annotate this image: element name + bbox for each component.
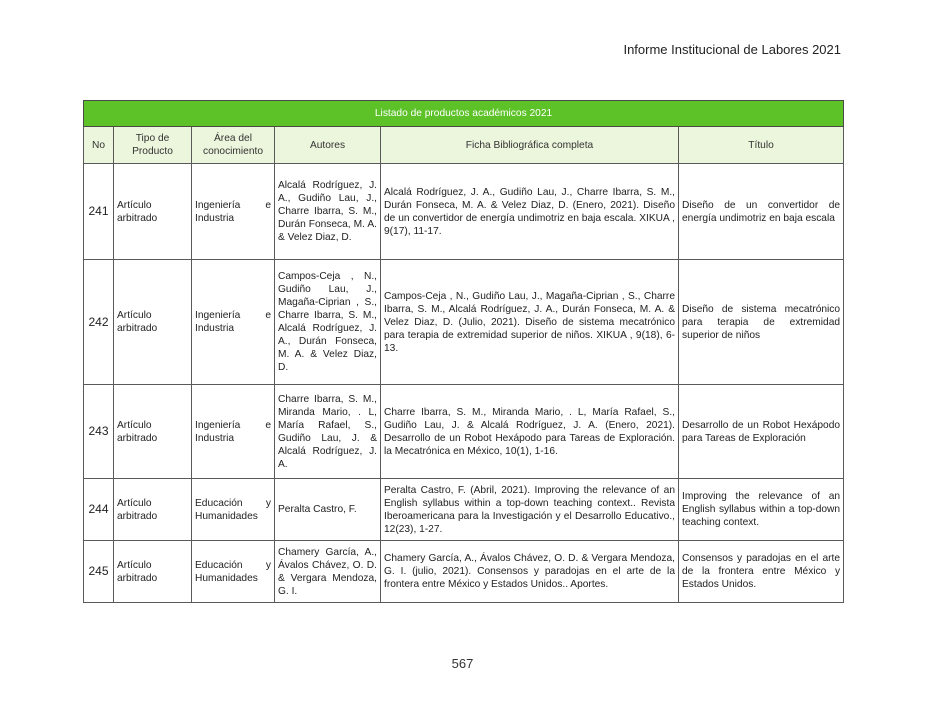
cell-ficha: Campos-Ceja , N., Gudiño Lau, J., Magaña-Ciprian , S., Charre Ibarra, S. M., Alcalá Rodríguez, J. A., Durán Fonseca, M. A. & Velez Diaz, D. (Julio, 2021). Diseño de sistema mecatrónico para terapia de extremidad superior de niños. XIKUA , 9(18), 6-13.	[381, 260, 679, 385]
cell-ficha: Peralta Castro, F. (Abril, 2021). Improving the relevance of an English syllabus within a top-down teaching context.. Revista Iberoamericana para la Investigación y el Desarrollo Educativo., 12(23), 1-27.	[381, 479, 679, 541]
running-header: Informe Institucional de Labores 2021	[623, 42, 841, 57]
cell-titulo: Diseño de un convertidor de energía undimotriz en baja escala	[679, 164, 844, 260]
cell-autores: Alcalá Rodríguez, J. A., Gudiño Lau, J., Charre Ibarra, S. M., Durán Fonseca, M. A. & Velez Diaz, D.	[275, 164, 381, 260]
cell-tipo: Artículo arbitrado	[114, 260, 192, 385]
table-row	[84, 385, 844, 479]
column-header-titulo: Título	[679, 127, 844, 164]
column-header-ficha: Ficha Bibliográfica completa	[381, 127, 679, 164]
cell-ficha: Alcalá Rodríguez, J. A., Gudiño Lau, J., Charre Ibarra, S. M., Durán Fonseca, M. A. & Velez Diaz, D. (Enero, 2021). Diseño de un convertidor de energía undimotriz en baja escala. XIKUA , 9(17), 11-17.	[381, 164, 679, 260]
page-number: 567	[451, 656, 474, 671]
cell-no: 245	[84, 541, 114, 603]
column-header-area: Área del conocimiento	[192, 127, 275, 164]
cell-no: 242	[84, 260, 114, 385]
cell-autores: Peralta Castro, F.	[275, 479, 381, 541]
cell-area: Ingeniería e Industria	[192, 260, 275, 385]
cell-autores: Campos-Ceja , N., Gudiño Lau, J., Magaña-Ciprian , S., Charre Ibarra, S. M., Alcalá Rodríguez, J. A., Durán Fonseca, M. A. & Velez Diaz, D.	[275, 260, 381, 385]
cell-titulo: Desarrollo de un Robot Hexápodo para Tareas de Exploración	[679, 385, 844, 479]
table-row	[84, 260, 844, 385]
table-title: Listado de productos académicos 2021	[84, 101, 844, 127]
column-header-autores: Autores	[275, 127, 381, 164]
cell-area: Ingeniería e Industria	[192, 164, 275, 260]
cell-tipo: Artículo arbitrado	[114, 479, 192, 541]
cell-autores: Charre Ibarra, S. M., Miranda Mario, . L, María Rafael, S., Gudiño Lau, J. & Alcalá Rodríguez, J. A.	[275, 385, 381, 479]
cell-no: 243	[84, 385, 114, 479]
cell-no: 241	[84, 164, 114, 260]
cell-tipo: Artículo arbitrado	[114, 164, 192, 260]
cell-titulo: Diseño de sistema mecatrónico para terapia de extremidad superior de niños	[679, 260, 844, 385]
table-row	[84, 479, 844, 541]
cell-area: Educación y Humanidades	[192, 541, 275, 603]
cell-no: 244	[84, 479, 114, 541]
cell-tipo: Artículo arbitrado	[114, 541, 192, 603]
table-header-row	[84, 127, 844, 164]
cell-ficha: Chamery García, A., Ávalos Chávez, O. D. & Vergara Mendoza, G. I. (julio, 2021). Consensos y paradojas en el arte de la frontera entre México y Estados Unidos.. Aportes.	[381, 541, 679, 603]
table-title-row	[84, 101, 844, 127]
cell-titulo: Consensos y paradojas en el arte de la frontera entre México y Estados Unidos.	[679, 541, 844, 603]
column-header-no: No	[84, 127, 114, 164]
cell-ficha: Charre Ibarra, S. M., Miranda Mario, . L, María Rafael, S., Gudiño Lau, J. & Alcalá Rodríguez, J. A. (Enero, 2021). Desarrollo de un Robot Hexápodo para Tareas de Exploración. la Mecatrónica en México, 10(1), 1-16.	[381, 385, 679, 479]
column-header-tipo: Tipo de Producto	[114, 127, 192, 164]
table-row	[84, 541, 844, 603]
cell-autores: Chamery García, A., Ávalos Chávez, O. D. & Vergara Mendoza, G. I.	[275, 541, 381, 603]
cell-area: Ingeniería e Industria	[192, 385, 275, 479]
cell-area: Educación y Humanidades	[192, 479, 275, 541]
academic-products-table	[83, 100, 844, 603]
cell-tipo: Artículo arbitrado	[114, 385, 192, 479]
table-row	[84, 164, 844, 260]
cell-titulo: Improving the relevance of an English syllabus within a top-down teaching context.	[679, 479, 844, 541]
